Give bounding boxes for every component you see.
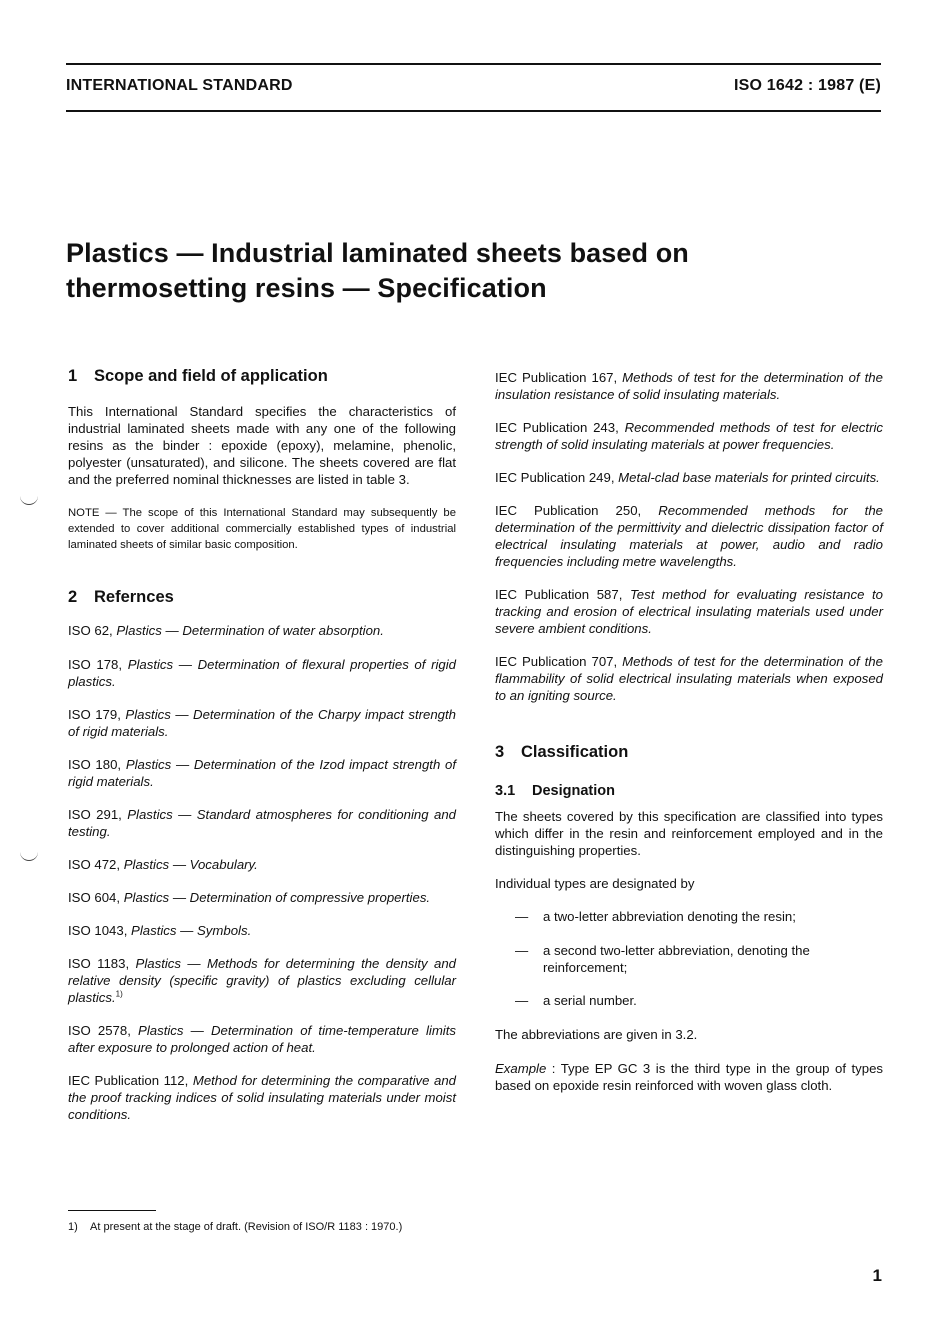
reference-item: ISO 178, Plastics — Determination of flexural properties of rigid plastics. xyxy=(68,657,456,689)
scope-paragraph: This International Standard specifies the characteristics of industrial laminated sheets made with any one of the following resins as the binder : epoxide (epoxy), melamine, phenolic, polyester (unsaturated), and silicone. The sheets covered are flat and the preferred nominal thicknesses are listed in table 3. xyxy=(68,404,456,487)
designation-intro: Individual types are designated by xyxy=(495,876,695,891)
margin-mark xyxy=(20,496,38,505)
footnote-marker: 1) xyxy=(115,989,123,999)
title-line-2: thermosetting resins — Specification xyxy=(66,273,547,303)
reference-item: ISO 179, Plastics — Determination of the Charpy impact strength of rigid materials. xyxy=(68,707,456,739)
document-title xyxy=(66,236,866,306)
reference-item: ISO 291, Plastics — Standard atmospheres for conditioning and testing. xyxy=(68,807,456,839)
left-column xyxy=(68,366,456,1123)
reference-item: ISO 2578, Plastics — Determination of time-temperature limits after exposure to prolonged action of heat. xyxy=(68,1023,456,1055)
reference-item: ISO 180, Plastics — Determination of the Izod impact strength of rigid materials. xyxy=(68,757,456,789)
section-3-heading: 3 Classification xyxy=(495,743,629,761)
reference-item: IEC Publication 112, Method for determining the comparative and the proof tracking indices of solid insulating materials under moist conditions. xyxy=(68,1073,456,1122)
page-number: 1 xyxy=(872,1266,882,1285)
margin-mark xyxy=(20,852,38,861)
right-column xyxy=(495,369,883,1094)
list-item: — a serial number. xyxy=(515,993,637,1008)
reference-item: IEC Publication 243, Recommended methods of test for electric strength of solid insulating materials at power frequencies. xyxy=(495,420,883,452)
reference-item: ISO 1183, Plastics — Methods for determining the density and relative density (specific gravity) of plastics excluding cellular plastics.$^{1)}$ xyxy=(68,956,456,1005)
reference-item: IEC Publication 249, Metal-clad base materials for printed circuits. xyxy=(495,470,880,485)
reference-item: ISO 472, Plastics — Vocabulary. xyxy=(68,857,258,872)
reference-item: ISO 62, Plastics — Determination of water absorption. xyxy=(68,623,384,638)
top-rule xyxy=(66,63,881,65)
abbreviations-reference: The abbreviations are given in 3.2. xyxy=(495,1027,698,1042)
reference-item: IEC Publication 707, Methods of test for the determination of the flammability of solid electrical insulating materials when exposed to an igniting source. xyxy=(495,654,883,703)
reference-item: ISO 1043, Plastics — Symbols. xyxy=(68,923,252,938)
reference-item: ISO 604, Plastics — Determination of compressive properties. xyxy=(68,890,431,905)
header-rule xyxy=(66,110,881,112)
list-item: — a second two-letter abbreviation, denoting the reinforcement; xyxy=(515,943,810,975)
reference-item: IEC Publication 587, Test method for evaluating resistance to tracking and erosion of electrical insulating materials used under severe ambient conditions. xyxy=(495,587,883,636)
scope-note: NOTE — The scope of this International Standard may subsequently be extended to cover additional commercially established types of industrial laminated sheets of similar basic composition. xyxy=(68,507,456,551)
section-1-heading: 1 Scope and field of application xyxy=(68,367,328,385)
section-3-1-heading: 3.1 Designation xyxy=(495,783,615,799)
list-item: — a two-letter abbreviation denoting the resin; xyxy=(515,909,796,924)
designation-paragraph: The sheets covered by this specification are classified into types which differ in the resin and reinforcement employed and in the distinguishing properties. xyxy=(495,809,883,858)
section-2-heading: 2 Refernces xyxy=(68,588,174,606)
footnote: 1) At present at the stage of draft. (Revision of ISO/R 1183 : 1970.) xyxy=(68,1221,403,1233)
header-document-id: ISO 1642 : 1987 (E) xyxy=(734,77,881,94)
reference-item: IEC Publication 167, Methods of test for the determination of the insulation resistance of solid insulating materials. xyxy=(495,370,883,402)
reference-item: IEC Publication 250, Recommended methods for the determination of the permittivity and dielectric dissipation factor of electrical insulating materials at power, audio and radio frequencies including metre wavelengths. xyxy=(495,503,883,569)
title-line-1: Plastics — Industrial laminated sheets based on xyxy=(66,238,689,268)
header-standard-label: INTERNATIONAL STANDARD xyxy=(66,77,293,94)
designation-example: Example : Type EP GC 3 is the third type in the group of types based on epoxide resin reinforced with woven glass cloth. xyxy=(495,1061,883,1093)
footnote-rule xyxy=(68,1210,156,1211)
